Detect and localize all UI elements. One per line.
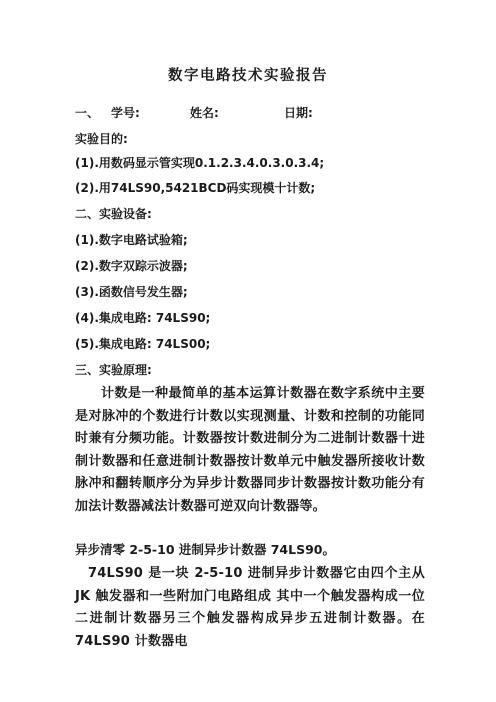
name-label: 姓名: xyxy=(190,106,219,120)
purpose-item-1: (1).用数码显示管实现0.1.2.3.4.0.3.0.3.4; xyxy=(75,156,325,170)
equipment-item-2: (2).数字双踪示波器; xyxy=(75,259,188,273)
purpose-heading: 实验目的: xyxy=(75,132,128,146)
equipment-item-4: (4).集成电路: 74LS90; xyxy=(75,311,211,325)
equipment-item-1: (1).数字电路试验箱; xyxy=(75,233,188,247)
section-number-one: 一、 xyxy=(75,106,100,120)
principle-heading: 三、实验原理: xyxy=(75,363,152,377)
equipment-heading: 二、实验设备: xyxy=(75,207,152,221)
date-label: 日期: xyxy=(284,106,313,120)
report-title: 数字电路技术实验报告 xyxy=(168,68,328,84)
purpose-item-2: (2).用74LS90,5421BCD码实现模十计数; xyxy=(75,181,316,195)
student-id-label: 学号: xyxy=(111,106,140,120)
equipment-item-5: (5).集成电路: 74LS00; xyxy=(75,337,211,351)
equipment-item-3: (3).函数信号发生器; xyxy=(75,285,188,299)
counter-paragraph: 74LS90 是一块 2-5-10 进制异步计数器它由四个主从 JK 触发器和一些附加门电路组成 其中一个触发器构成一位二进制计数器另三个触发器构成异步五进制计数器。在 74LS90 计数器电 xyxy=(75,566,425,649)
principle-paragraph: 计数是一种最简单的基本运算计数器在数字系统中主要是对脉冲的个数进行计数以实现测量、计数和控制的功能同时兼有分频功能。计数器按计数进制分为二进制计数器十进制计数器和任意进制计数器按计数单元中触发器所接收计数脉冲和翻转顺序分为异步计数器同步计数器按计数功能分有加法计数器减法计数器可逆双向计数器等。 xyxy=(75,386,425,514)
counter-subheading: 异步清零 2-5-10 进制异步计数器 74LS90。 xyxy=(75,542,335,557)
